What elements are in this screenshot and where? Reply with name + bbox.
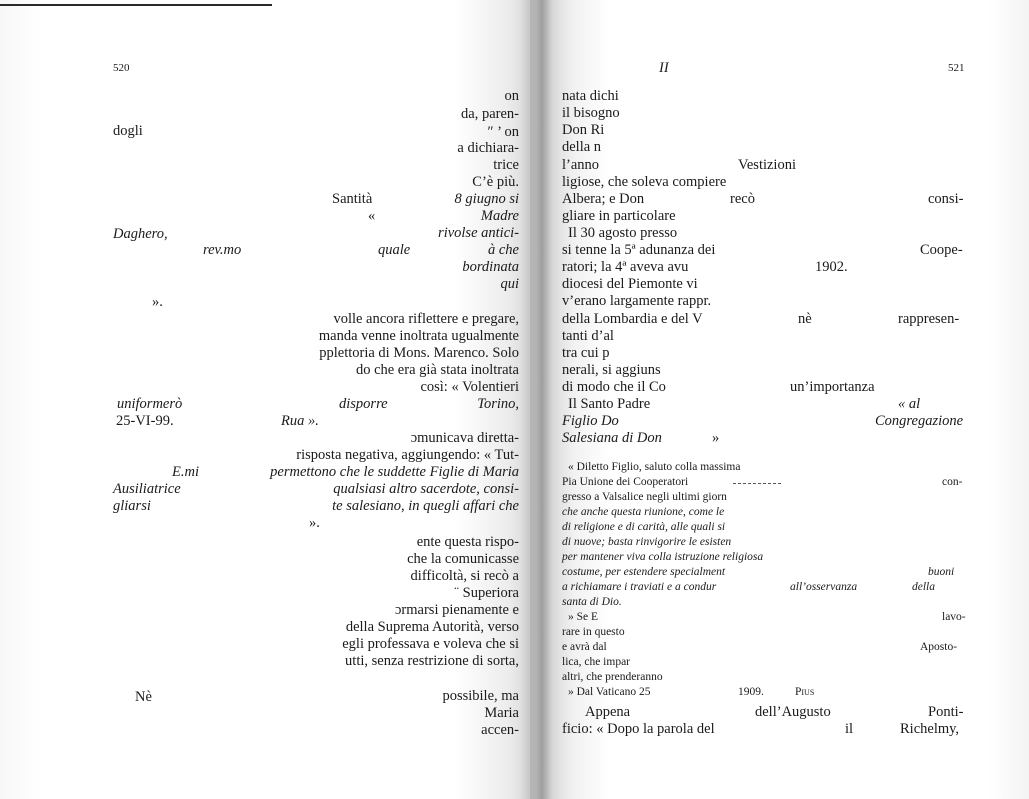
right-line: Il Santo Padre — [568, 396, 651, 412]
right-line: tra cui p — [562, 345, 610, 361]
right-line: v’erano largamente rappr. — [562, 293, 712, 309]
left-line: che la comunicasse — [407, 551, 519, 567]
right-line: della n — [562, 139, 602, 155]
left-line: della Suprema Autorità, verso — [345, 619, 519, 635]
quote-line: » Dal Vaticano 25 — [568, 686, 651, 698]
left-fragment: ». — [152, 294, 163, 310]
left-line: accen- — [481, 722, 519, 738]
left-line: do che era già stata inoltrata — [355, 362, 519, 378]
right-line: tanti d’al — [562, 328, 614, 344]
left-fragment: 25-VI-99. — [116, 413, 174, 429]
quote-fragment: Aposto- — [920, 641, 958, 653]
left-line: manda venne inoltrata ugualmente — [318, 328, 519, 344]
left-line: egli professava e voleva che si — [342, 636, 519, 652]
quote-fragment: all’osservanza — [790, 581, 858, 593]
right-fragment: il — [845, 721, 854, 737]
right-fragment: rappresen- — [898, 311, 960, 327]
quote-fragment: lavo- — [942, 611, 966, 623]
quote-line: santa di Dio. — [562, 596, 622, 608]
left-line: rivolse antici- — [438, 225, 519, 241]
left-line: à che — [488, 242, 519, 258]
left-line: ¨ Superiora — [454, 585, 519, 601]
right-line: Don Ri — [562, 122, 605, 138]
right-fragment: Congregazione — [875, 413, 964, 429]
left-fragment: E.mi — [172, 464, 199, 480]
quote-line: rare in questo — [562, 626, 625, 638]
quote-fragment: 1909. — [738, 686, 764, 698]
right-line: di modo che il Co — [562, 379, 666, 395]
right-line: Figlio Do — [562, 413, 619, 429]
quote-line: che anche questa riunione, come le — [562, 506, 725, 518]
left-line: da, paren- — [461, 106, 519, 122]
left-line: utti, senza restrizione di sorta, — [345, 653, 519, 669]
left-line: permettono che le suddette Figlie di Maria — [270, 464, 519, 480]
quote-line: » Se E — [568, 611, 599, 623]
quote-fragment: della — [912, 581, 935, 593]
left-line: trice — [493, 157, 519, 173]
left-fragment: gliarsi — [113, 498, 151, 514]
quote-fragment: con- — [942, 476, 963, 488]
left-fragment: Nè — [135, 689, 152, 705]
quote-blank — [733, 477, 781, 484]
left-fragment: Santità — [332, 191, 373, 207]
right-fragment: Vestizioni — [738, 157, 796, 173]
quote-line: per mantener viva colla istruzione religiosa — [562, 551, 764, 563]
left-page-number: 520 — [113, 62, 130, 74]
right-line: Il 30 agosto presso — [568, 225, 678, 241]
quote-line: e avrà dal — [562, 641, 607, 653]
left-line: ɔmunicava diretta- — [410, 430, 519, 446]
left-line: così: « Volentieri — [420, 379, 519, 395]
quote-line: costume, per estendere specialment — [562, 566, 726, 578]
left-line: volle ancora riflettere e pregare, — [333, 311, 519, 327]
right-line: diocesi del Piemonte vi — [562, 276, 698, 292]
quote-line: « Diletto Figlio, saluto colla massima — [568, 461, 741, 473]
right-line: nerali, si aggiuns — [562, 362, 661, 378]
right-fragment: consi- — [928, 191, 964, 207]
left-fragment: dogli — [113, 123, 143, 139]
right-line: ratori; la 4ª aveva avu — [562, 259, 689, 275]
left-line: ente questa rispo- — [416, 534, 519, 550]
left-line: Torino, — [477, 396, 519, 412]
quote-signature: Pius — [795, 686, 815, 698]
right-fragment: Richelmy, — [900, 721, 960, 737]
quote-line: gresso a Valsalice negli ultimi giorn — [562, 491, 727, 503]
left-line: ɔrmarsi pienamente e — [395, 602, 519, 618]
right-page-number: 521 — [948, 62, 965, 74]
right-line: nata dichi — [562, 88, 619, 104]
right-fragment: Coope- — [920, 242, 963, 258]
right-fragment: un’importanza — [790, 379, 875, 395]
quote-line: lica, che impar — [562, 656, 631, 668]
top-rule — [0, 4, 272, 6]
left-line: ″ ’ on — [487, 124, 519, 140]
left-line: ». — [309, 515, 320, 531]
left-line: te salesiano, in quegli affari che — [332, 498, 519, 514]
left-line: qualsiasi altro sacerdote, consi- — [333, 481, 519, 497]
right-fragment: Ponti- — [928, 704, 964, 720]
right-fragment: 1902. — [815, 259, 848, 275]
right-line: Salesiana di Don — [562, 430, 662, 446]
left-line: Maria — [484, 705, 519, 721]
right-fragment: dell’Augusto — [755, 704, 831, 720]
left-line: C’è più. — [472, 174, 519, 190]
left-fragment: « — [368, 208, 376, 224]
quote-fragment: buoni — [928, 566, 955, 578]
left-line: 8 giugno si — [454, 191, 519, 207]
quote-line: a richiamare i traviati e a condur — [562, 581, 717, 593]
quote-line: di religione e di carità, alle quali si — [562, 521, 726, 533]
left-line: bordinata — [462, 259, 519, 275]
right-fragment: « al — [898, 396, 921, 412]
right-page-header: II — [659, 60, 669, 76]
left-fragment: Ausiliatrice — [113, 481, 181, 497]
left-line: pplettoria di Mons. Marenco. Solo — [319, 345, 519, 361]
left-line: on — [504, 88, 519, 104]
right-line: Albera; e Don — [562, 191, 645, 207]
quote-line: Pia Unione dei Cooperatori — [562, 476, 689, 488]
left-line: a dichiara- — [457, 140, 519, 156]
left-fragment: rev.mo — [203, 242, 242, 258]
left-line: possibile, ma — [442, 688, 519, 704]
quote-line: altri, che prenderanno — [562, 671, 663, 683]
quote-line: di nuove; basta rinvigorire le esisten — [562, 536, 732, 548]
left-fragment: disporre — [339, 396, 388, 412]
right-line: della Lombardia e del V — [562, 311, 703, 327]
left-line: difficoltà, si recò a — [410, 568, 519, 584]
left-line: qui — [500, 276, 519, 292]
left-fragment: Daghero, — [113, 226, 168, 242]
right-line: gliare in particolare — [562, 208, 676, 224]
left-fragment: quale — [378, 242, 411, 258]
right-line: Appena — [585, 704, 631, 720]
right-line: l’anno — [562, 157, 600, 173]
book-gutter-shadow — [520, 0, 560, 799]
right-fragment: nè — [798, 311, 812, 327]
right-fragment: » — [712, 430, 720, 446]
right-line: il bisogno — [562, 105, 620, 121]
right-line: ficio: « Dopo la parola del — [562, 721, 715, 737]
right-line: ligiose, che soleva compiere — [562, 174, 727, 190]
right-line: si tenne la 5ª adunanza dei — [562, 242, 716, 258]
left-fragment: Rua ». — [281, 413, 319, 429]
left-line: Madre — [480, 208, 519, 224]
left-fragment: uniformerò — [117, 396, 183, 412]
left-line: risposta negativa, aggiungendo: « Tut- — [296, 447, 519, 463]
right-fragment: recò — [730, 191, 755, 207]
